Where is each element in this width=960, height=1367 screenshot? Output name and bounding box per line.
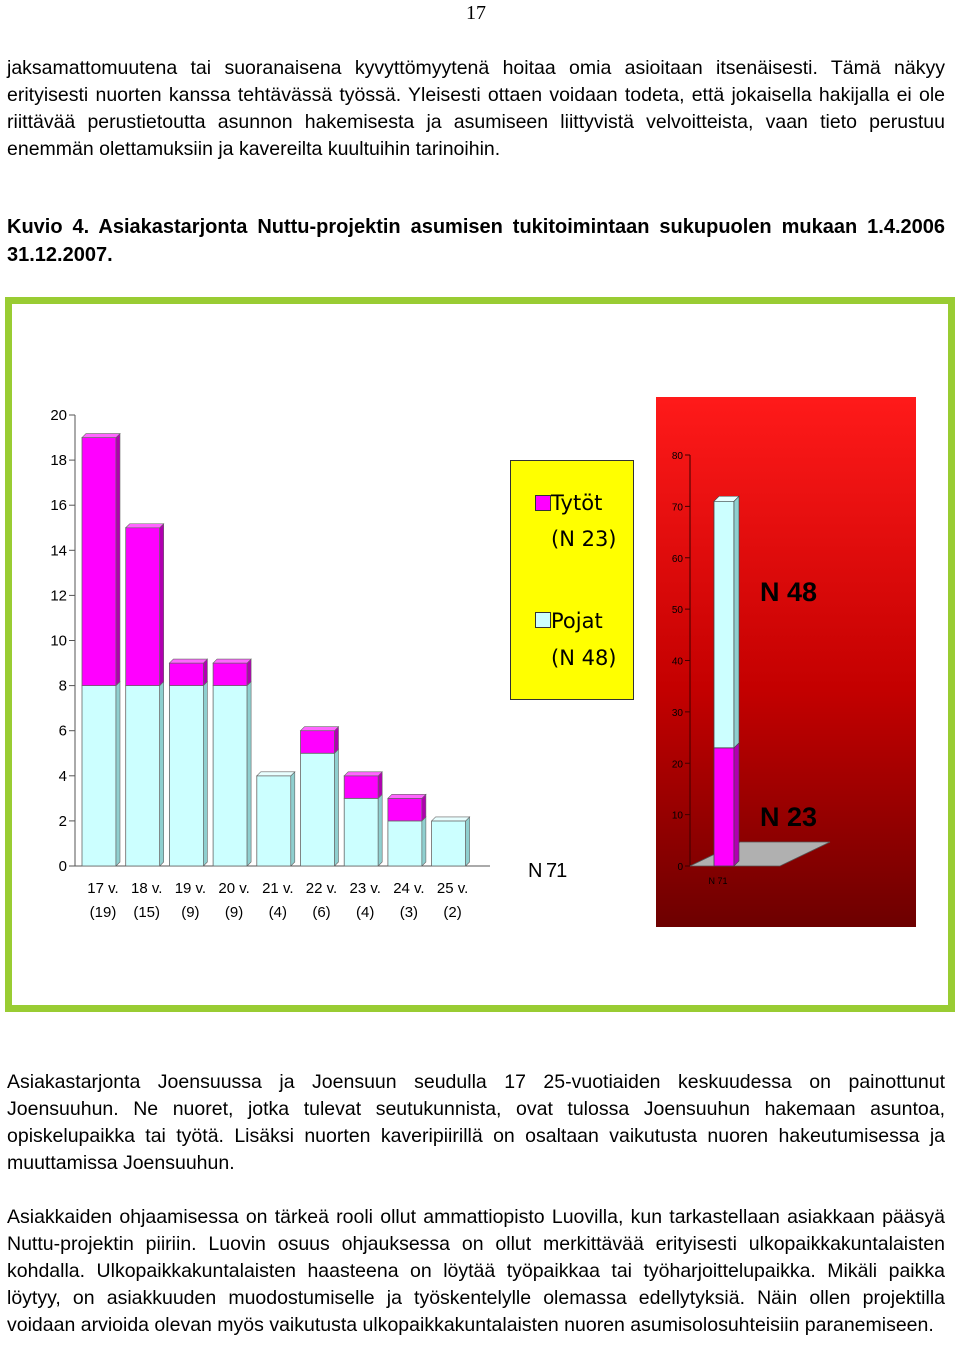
x-count-label: (9) (224, 904, 244, 921)
x-category-label: 24 v. (393, 880, 425, 897)
y-tick-label: 2 (58, 812, 67, 830)
page-number: 17 (466, 2, 486, 24)
x-category-label: 18 v. (130, 880, 163, 897)
y-tick-label: 0 (677, 862, 683, 873)
y-tick-label: 14 (50, 542, 67, 560)
paragraph-3: Asiakkaiden ohjaamisessa on tärkeä rooli ollut ammattiopisto Luovilla, kun tarkastellaan asiakkaan pääsyä Nuttu-projektin piiriin. Luovin osuus ohjauksessa on ollut merkittävää erityisesti ulkopaikkakuntalaisten kohdalla. Ulkopaikkakuntalaisten haasteena on löytää työpaikkaa tai työharjoittelupaikka. Mikäli paikka löytyy, on asiakkuuden muodostumiselle ja työskentelylle olemassa edellytyksiä. Näin ollen projektilla voidaan arvioida olevan myös vaikutusta ulkopaikkakuntalaisten nuoren asumisolosuhteisiin paranemiseen. (7, 1206, 945, 1336)
paragraph-2: Asiakastarjonta Joensuussa ja Joensuun seudulla 17 25-vuotiaiden keskuudessa on painottunut Joensuuhun. Ne nuoret, jotka tulevat seutukunnista, ovat tulossa Joensuuhun hakemaan asuntoa, opiskelupaikka tai työtä. Lisäksi nuorten kaveripiirillä on osaltaan vaikutusta nuoren hakeutumisessa ja muuttamissa Joensuuhun. (7, 1071, 945, 1174)
y-tick-label: 6 (58, 722, 67, 740)
y-tick-label: 10 (50, 632, 67, 650)
y-tick-label: 0 (58, 858, 67, 875)
y-tick-label: 80 (671, 451, 683, 462)
x-category-label: 21 v. (262, 880, 294, 897)
bar-girls-side (734, 743, 739, 866)
x-count-label: (9) (181, 904, 200, 921)
y-tick-label: 20 (671, 759, 683, 771)
x-count-label: (6) (312, 904, 331, 921)
x-category-label: 23 v. (349, 880, 381, 897)
legend-girls-label: Tytöt (551, 491, 603, 515)
y-tick-label: 40 (671, 656, 683, 668)
paragraph-top: jaksamattomuutena tai suoranaisena kyvyttömyytenä hoitaa omia asioitaan itsenäisesti. Tämä näkyy erityisesti nuorten kanssa tehtävässä työssä. Yleisesti ottaen voidaan todeta, että jokaisella hakijalla ei ole riittävää perustietoutta asunnon hakemisesta ja asumiseen liittyvistä velvoitteista, vaan tieto perustuu enemmän olettamuksiin ja kavereilta kuultuihin tarinoihin. (7, 57, 945, 160)
chart-floor (690, 842, 830, 866)
x-category-label: N 71 (708, 876, 728, 886)
x-category-label: 20 v. (218, 880, 250, 897)
y-tick-label: 50 (671, 605, 683, 617)
total-label: N 71 (528, 860, 567, 882)
x-category-label: 25 v. (436, 880, 469, 897)
y-tick-label: 12 (50, 587, 67, 605)
y-tick-label: 10 (671, 810, 683, 822)
bar-girls (714, 748, 734, 866)
x-count-label: (4) (356, 904, 375, 921)
legend-girls-count: (N 23) (551, 527, 617, 551)
x-count-label: (19) (89, 904, 117, 921)
y-tick-label: 20 (50, 407, 67, 424)
x-count-label: (4) (268, 904, 287, 921)
bar-boys (714, 501, 734, 748)
y-tick-label: 70 (671, 502, 683, 514)
x-count-label: (2) (443, 904, 462, 921)
y-tick-label: 30 (671, 707, 683, 719)
annotation-boys: N 48 (760, 577, 818, 607)
annotation-girls: N 23 (760, 802, 818, 832)
legend-boys-count: (N 48) (551, 646, 617, 670)
bar-boys-side (734, 496, 739, 748)
y-tick-label: 16 (50, 497, 67, 515)
y-tick-label: 8 (58, 677, 67, 695)
x-category-label: 19 v. (174, 880, 207, 897)
x-category-label: 17 v. (87, 880, 119, 897)
x-category-label: 22 v. (305, 880, 338, 897)
legend-boys-label: Pojat (551, 609, 603, 633)
y-tick-label: 18 (50, 452, 67, 470)
x-count-label: (3) (399, 904, 419, 921)
y-tick-label: 60 (671, 553, 683, 565)
x-count-label: (15) (133, 904, 161, 921)
figure-caption: Kuvio 4. Asiakastarjonta Nuttu-projektin asumisen tukitoimintaan sukupuolen mukaan 1.4.2006 31.12.2007. (7, 216, 945, 266)
y-tick-label: 4 (58, 767, 67, 785)
